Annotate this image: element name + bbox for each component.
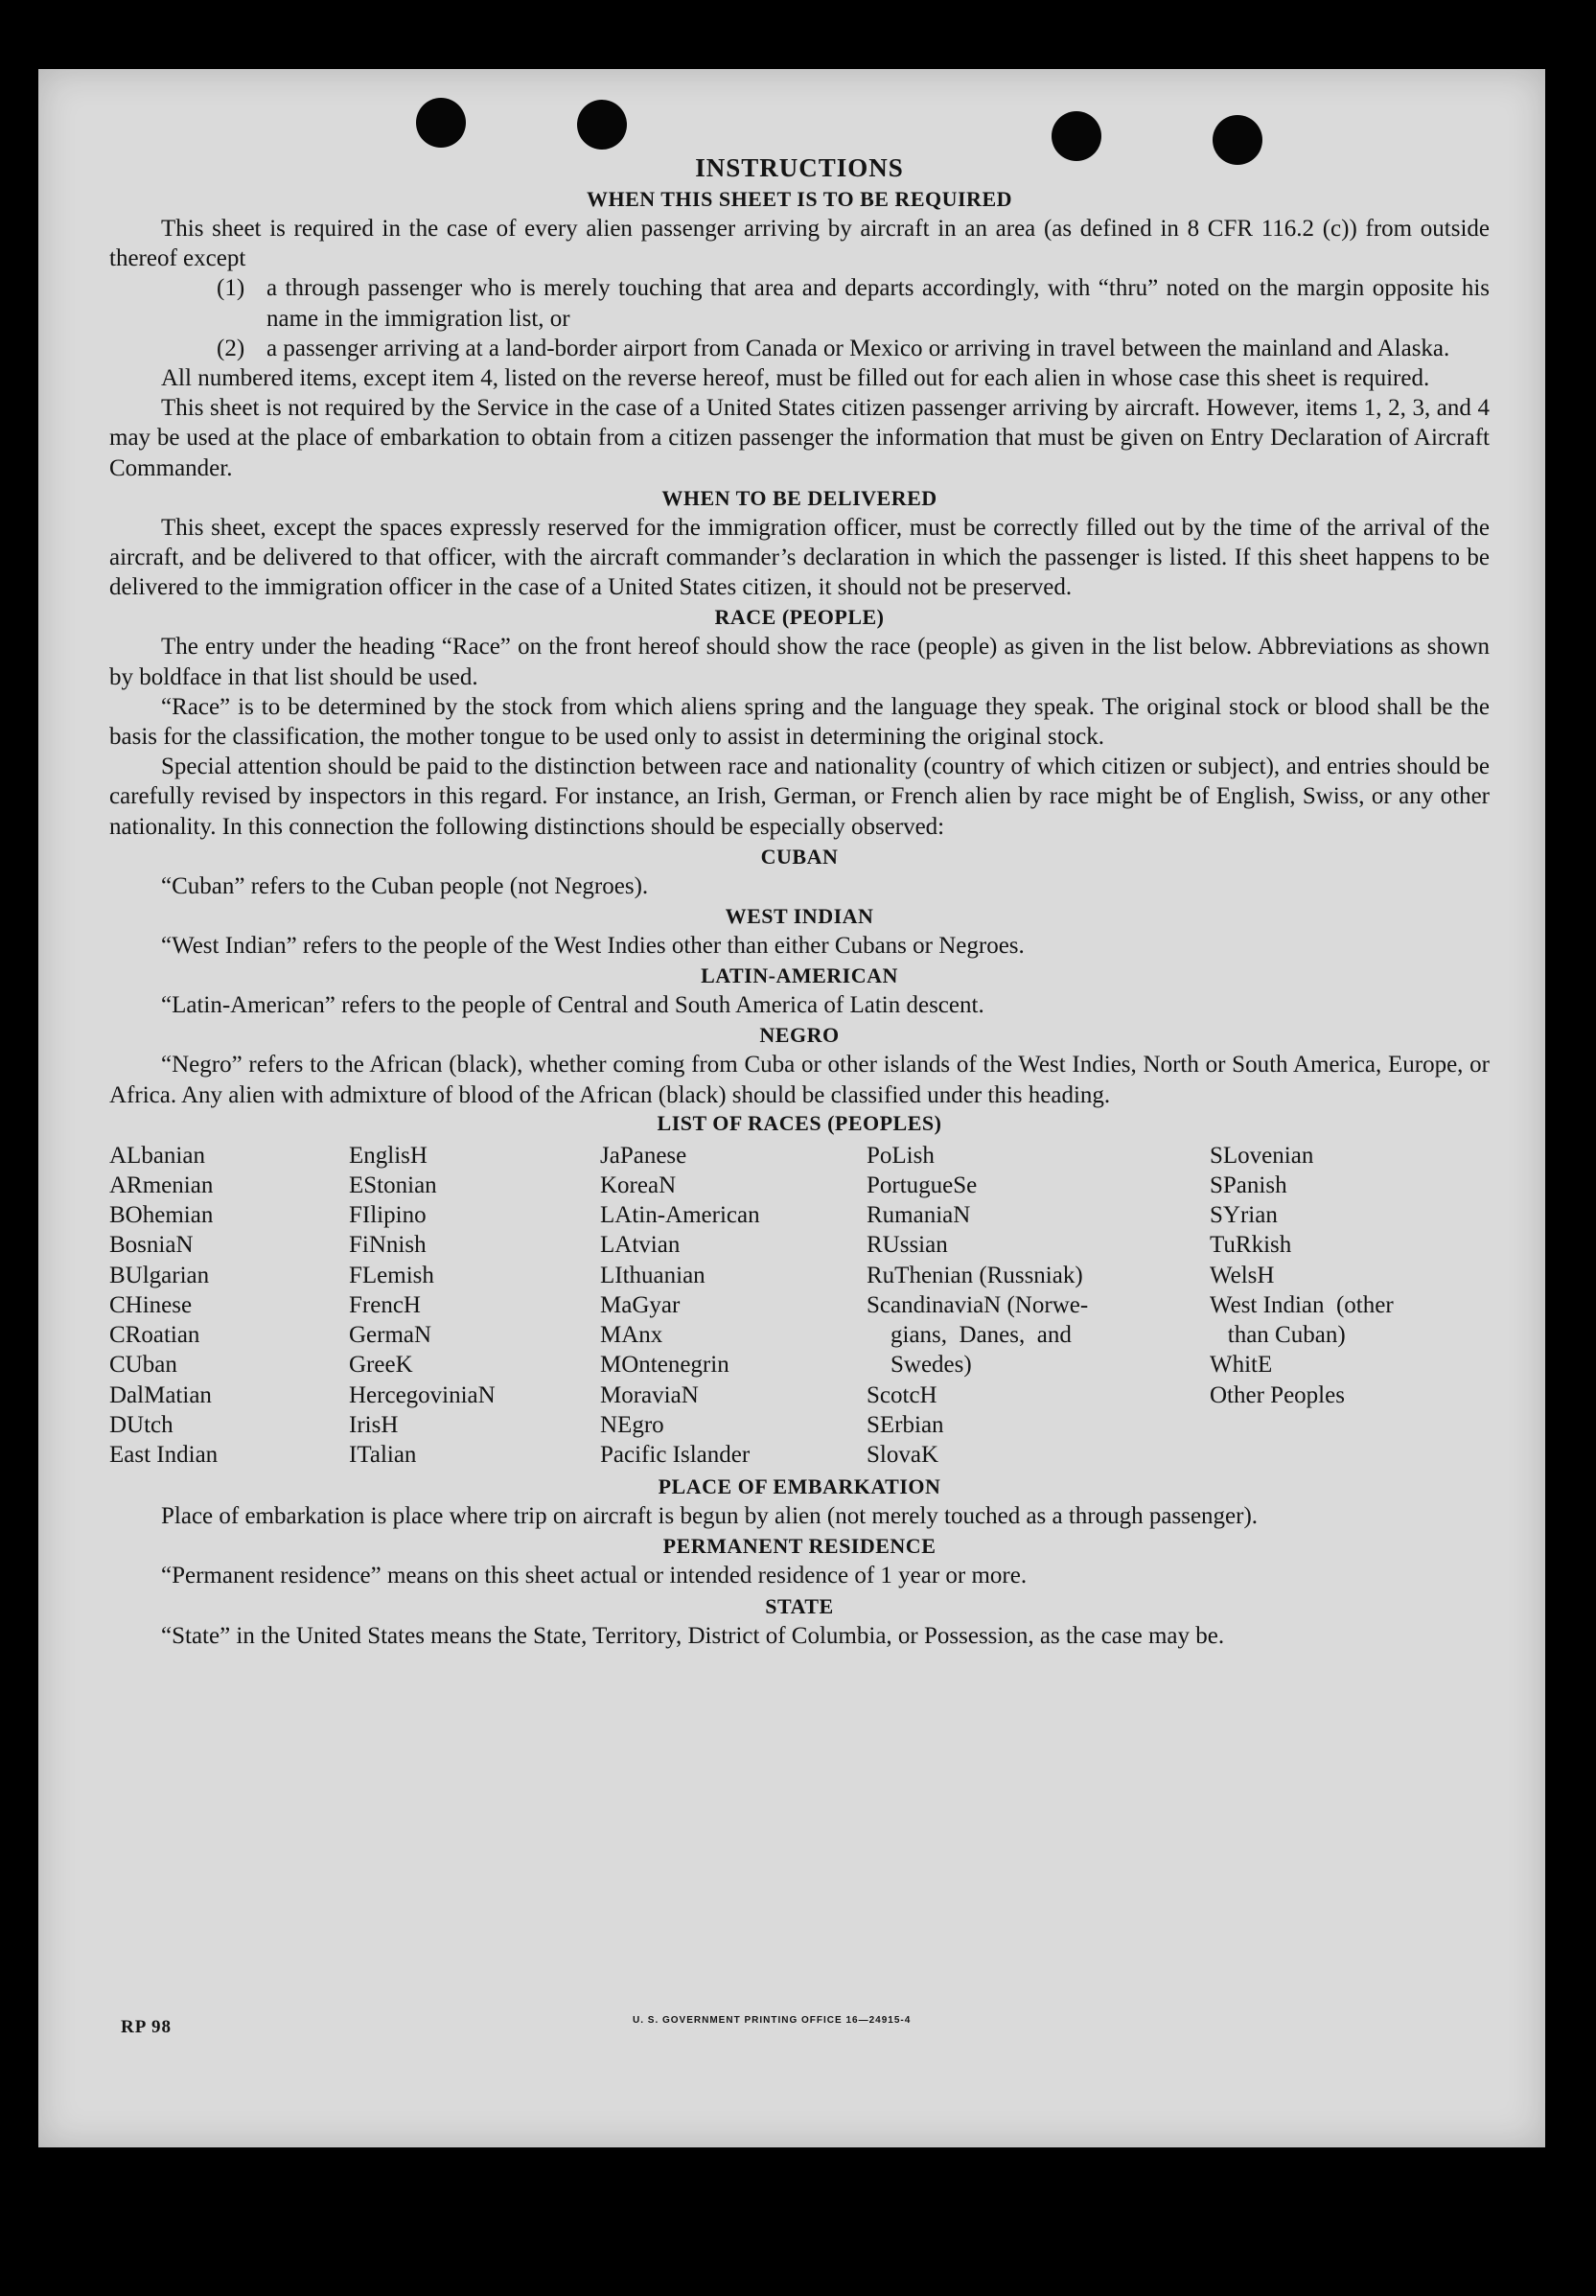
race-entry: MAnx [600,1322,663,1349]
list-item [217,334,1490,363]
race-entry: SPanish [1210,1172,1287,1199]
paragraph: This sheet is required in the case of every alien passenger arriving by aircraft in an area (as defined in 8 CFR 116.2 (c)) from outside thereof except [109,216,1490,272]
printer-imprint: U. S. GOVERNMENT PRINTING OFFICE 16—24915-4 [633,2015,912,2026]
paragraph: This sheet, except the spaces expressly reserved for the immigration officer, must be correctly filled out by the time of the arrival of the aircraft, and be delivered to that officer, with the aircraft commander’s declaration in which the passenger is listed. If this sheet happens to be delivered to the immigration officer in the case of a United States citizen, it should not be preserved. [109,514,1490,601]
race-entry: GermaN [349,1322,432,1349]
race-entry: SlovaK [867,1441,938,1468]
race-entry: RUssian [867,1232,948,1259]
race-entry: West Indian (other [1210,1291,1394,1318]
race-entry: ARmenian [109,1172,214,1199]
race-entry: DalMatian [109,1381,212,1408]
paragraph: The entry under the heading “Race” on the front hereof should show the race (people) as given in the list below. Abbreviations as shown by boldface in that list should be used. [109,634,1490,690]
paragraph: “Cuban” refers to the Cuban people (not Negroes). [161,872,649,899]
section-title-embarkation: PLACE OF EMBARKATION [658,1474,941,1499]
race-entry: KoreaN [600,1172,677,1199]
race-entry: JaPanese [600,1142,687,1169]
race-entry: PoLish [867,1142,935,1169]
race-entry: FLemish [349,1262,434,1288]
instructions-body [109,151,1490,1651]
race-entry: HercegoviniaN [349,1381,496,1408]
race-entry: GreeK [349,1352,413,1379]
race-entry: East Indian [109,1441,219,1468]
section-title-required: WHEN THIS SHEET IS TO BE REQUIRED [586,187,1013,211]
race-entry: RuThenian (Russniak) [867,1262,1083,1288]
race-entry: NEgro [600,1411,664,1438]
section-title-cuban: CUBAN [760,844,839,869]
list-item-text: a passenger arriving at a land-border airport from Canada or Mexico or arriving in travel between the mainland and Alaska. [266,335,1450,361]
section-title-state: STATE [765,1593,834,1618]
race-entry: FIlipino [349,1202,427,1229]
race-entry: Other Peoples [1210,1381,1345,1408]
race-entry: EnglisH [349,1142,428,1169]
paragraph: Special attention should be paid to the distinction between race and nationality (country of which citizen or subject), and entries should be carefully revised by inspectors in this regard. For instance, an Irish, German, or French alien by race might be of English, Swiss, or any other nationality. In this connection the following distinctions should be especially observed: [109,754,1490,840]
section-title-negro: NEGRO [759,1023,840,1048]
race-entry: ALbanian [109,1142,205,1169]
race-entry: SYrian [1210,1202,1278,1229]
paragraph: “State” in the United States means the State, Territory, District of Columbia, or Possession, as the case may be. [161,1622,1225,1649]
races-table [109,1141,1490,1470]
race-entry: WhitE [1210,1352,1273,1379]
race-entry: CHinese [109,1291,193,1318]
race-entry: PortugueSe [867,1172,978,1199]
race-entry: ScotcH [867,1381,937,1408]
page-title: INSTRUCTIONS [695,153,904,182]
race-entry: ITalian [349,1441,417,1468]
list-item-number: (2) [217,335,245,361]
race-entry: EStonian [349,1172,437,1199]
punch-hole-1 [416,98,466,148]
race-entry: IrisH [349,1411,399,1438]
list-item-number: (1) [217,275,245,302]
race-entry: WelsH [1210,1262,1275,1288]
race-entry: RumaniaN [867,1202,971,1229]
race-entry: gians, Danes, and [867,1322,1072,1349]
race-entry: LAtvian [600,1232,681,1259]
race-entry: LAtin-American [600,1202,760,1229]
race-entry: MOntenegrin [600,1352,729,1379]
section-title-race: RACE (PEOPLE) [714,605,885,630]
race-entry: LIthuanian [600,1262,705,1288]
section-title-latin-american: LATIN-AMERICAN [701,963,898,988]
race-entry: BosniaN [109,1232,194,1259]
race-entry: FiNnish [349,1232,427,1259]
race-entry: CRoatian [109,1322,200,1349]
section-title-residence: PERMANENT RESIDENCE [662,1534,937,1559]
race-entry: DUtch [109,1411,173,1438]
races-column [109,1141,349,1470]
paragraph: This sheet is not required by the Service in the case of a United States citizen passenger arriving by aircraft. However, items 1, 2, 3, and 4 may be used at the place of embarkation to obtain from a citizen passenger the information that must be given on Entry Declaration of Aircraft Commander. [109,395,1490,481]
races-column [600,1141,867,1470]
race-entry: SErbian [867,1411,944,1438]
race-entry: Pacific Islander [600,1441,751,1468]
paragraph: All numbered items, except item 4, listed on the reverse hereof, must be filled out for each alien in whose case this sheet is required. [161,365,1430,392]
race-entry: BUlgarian [109,1262,210,1288]
exception-list [109,273,1490,363]
race-entry: MaGyar [600,1291,681,1318]
document-sheet [38,69,1545,2147]
race-entry: FrencH [349,1291,421,1318]
race-entry: SLovenian [1210,1142,1314,1169]
races-column [867,1141,1210,1470]
paragraph: “Negro” refers to the African (black), whether coming from Cuba or other islands of the West Indies, North or South America, Europe, or Africa. Any alien with admixture of blood of the African (black) should be classified under this heading. [109,1052,1490,1108]
race-entry: than Cuban) [1210,1322,1346,1349]
races-column [349,1141,600,1470]
paragraph: “Race” is to be determined by the stock from which aliens spring and the language they speak. The original stock or blood shall be the basis for the classification, the mother tongue to be used only to assist in determining the original stock. [109,693,1490,751]
section-title-west-indian: WEST INDIAN [725,904,874,929]
paragraph: “West Indian” refers to the people of the West Indies other than either Cubans or Negroes. [161,933,1025,960]
race-entry: Swedes) [867,1352,972,1379]
paragraph: Place of embarkation is place where trip on aircraft is begun by alien (not merely touched as a through passenger). [161,1503,1259,1530]
paragraph: “Permanent residence” means on this sheet actual or intended residence of 1 year or more. [161,1563,1028,1589]
form-number: RP 98 [121,2017,173,2037]
race-entry: ScandinaviaN (Norwe- [867,1291,1089,1318]
list-item [217,273,1490,333]
race-entry: CUban [109,1352,177,1379]
race-entry: BOhemian [109,1202,214,1229]
list-item-text: a through passenger who is merely touching that area and departs accordingly, with “thru” noted on the margin opposite his name in the immigration list, or [266,275,1490,332]
punch-hole-2 [577,100,627,150]
section-title-delivered: WHEN TO BE DELIVERED [661,485,937,510]
paragraph: “Latin-American” refers to the people of Central and South America of Latin descent. [161,992,984,1019]
races-column [1210,1141,1490,1470]
race-entry: TuRkish [1210,1232,1292,1259]
section-title-races-list: LIST OF RACES (PEOPLES) [657,1110,942,1135]
race-entry: MoraviaN [600,1381,699,1408]
